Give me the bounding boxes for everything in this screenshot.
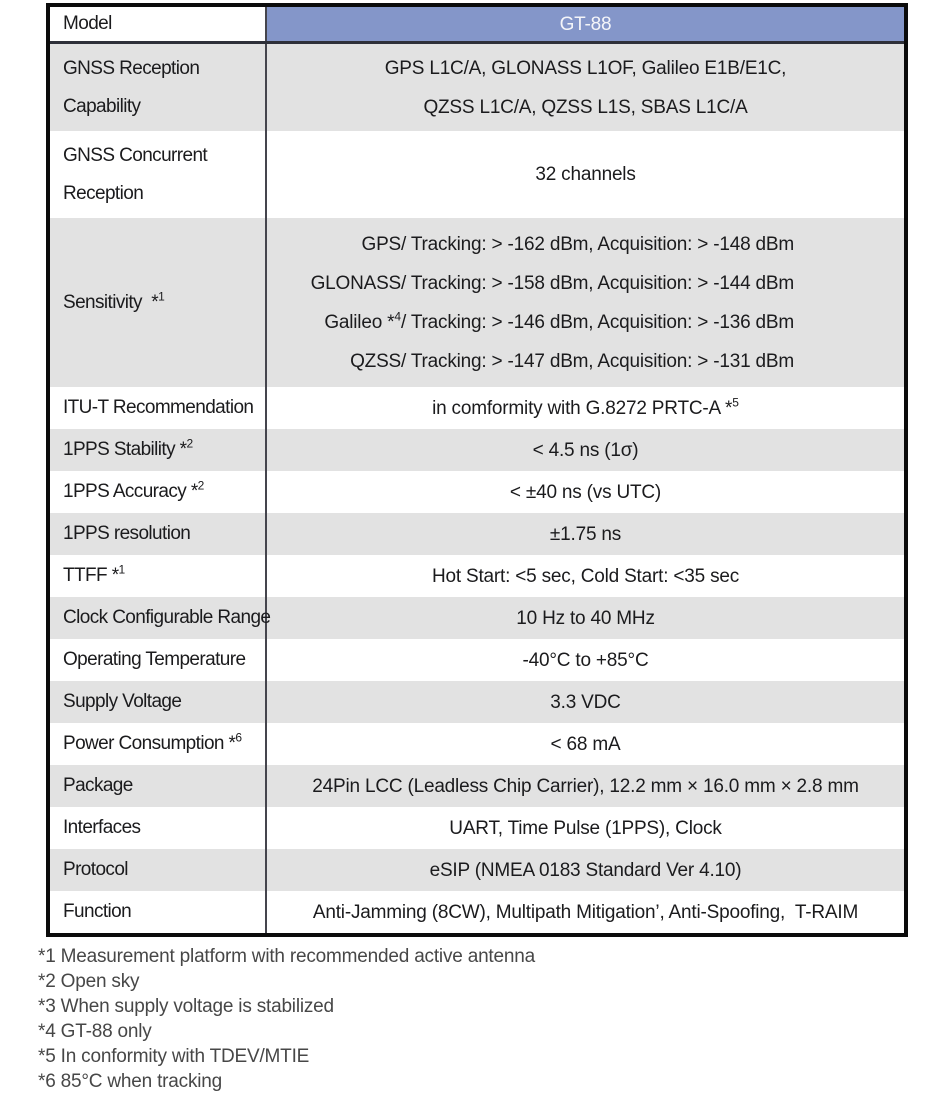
value-line: 32 channels (535, 164, 636, 185)
label-line: Capability (63, 95, 141, 117)
spec-value-cell (267, 891, 904, 933)
value-line: -40°C to +85°C (522, 649, 649, 671)
value-line: Galileo *$^4$/ Tracking: > -146 dBm, Acquisition: > -136 dBm (324, 309, 794, 333)
spec-row (50, 471, 904, 513)
spec-value-cell (267, 44, 904, 131)
footnote-marker: 5 (732, 395, 739, 410)
spec-table (46, 3, 908, 937)
spec-row (50, 723, 904, 765)
spec-value-cell (267, 849, 904, 891)
value-line: 24Pin LCC (Leadless Chip Carrier), 12.2 mm × 16.0 mm × 2.8 mm (312, 775, 859, 797)
spec-row (50, 218, 904, 387)
footnote-line: *2 Open sky (38, 971, 140, 992)
footnote-line: *1 Measurement platform with recommended active antenna (38, 946, 535, 967)
value-line: Hot Start: <5 sec, Cold Start: <35 sec (431, 565, 740, 587)
spec-label-cell (50, 387, 267, 429)
spec-label-cell (50, 807, 267, 849)
table-body (50, 44, 904, 933)
label-line: Sensitivity *$^1$ (63, 289, 165, 313)
footnote-marker: 6 (235, 730, 243, 745)
spec-value-cell (267, 597, 904, 639)
value-line: eSIP (NMEA 0183 Standard Ver 4.10) (429, 859, 742, 881)
footnote-line: *3 When supply voltage is stabilized (38, 996, 334, 1017)
spec-label-cell (50, 597, 271, 639)
spec-value-cell (267, 429, 904, 471)
value-line: in comformity with G.8272 PRTC-A *$^5$ (432, 395, 739, 419)
spec-row (50, 555, 904, 597)
label-line: GNSS Concurrent (63, 144, 208, 166)
value-line: 3.3 VDC (550, 691, 621, 713)
value-line: < 4.5 ns (1σ) (532, 439, 639, 461)
spec-label-cell (50, 891, 267, 933)
footnote-marker: 1 (118, 562, 126, 577)
spec-value-cell (267, 387, 904, 429)
spec-label-cell (50, 681, 267, 723)
value-line: UART, Time Pulse (1PPS), Clock (449, 817, 722, 839)
spec-label-cell (50, 723, 267, 765)
spec-value-cell (267, 723, 904, 765)
spec-row (50, 639, 904, 681)
spec-row (50, 44, 904, 131)
label-line: Clock Configurable Range (63, 607, 271, 628)
spec-label-cell (50, 513, 267, 555)
label-line: Interfaces (63, 817, 141, 838)
label-line: ITU-T Recommendation (63, 397, 254, 418)
footnote-marker: 4 (394, 309, 402, 324)
spec-value-cell (267, 639, 904, 681)
value-line: 10 Hz to 40 MHz (516, 607, 655, 629)
model-value: GT-88 (559, 13, 612, 35)
spec-row (50, 597, 904, 639)
spec-row (50, 891, 904, 933)
value-line: < ±40 ns (vs UTC) (509, 481, 662, 503)
label-line: TTFF *$^1$ (63, 562, 126, 586)
label-line: Power Consumption *$^6$ (63, 730, 243, 754)
spec-row (50, 513, 904, 555)
model-value-cell (267, 7, 904, 41)
value-line: GPS/ Tracking: > -162 dBm, Acquisition: > -148 dBm (361, 233, 794, 255)
label-line: GNSS Reception (63, 57, 200, 79)
spec-label-cell (50, 471, 267, 513)
label-line: Protocol (63, 859, 128, 880)
spec-value-cell (267, 513, 904, 555)
spec-row (50, 681, 904, 723)
spec-row (50, 807, 904, 849)
value-line: QZSS/ Tracking: > -147 dBm, Acquisition: > -131 dBm (350, 350, 794, 372)
spec-value-cell (267, 218, 904, 387)
label-line: 1PPS resolution (63, 523, 191, 544)
footnote-marker: 2 (197, 478, 205, 493)
label-line: 1PPS Accuracy *$^2$ (63, 478, 205, 502)
model-header-cell (50, 7, 267, 41)
value-line: GLONASS/ Tracking: > -158 dBm, Acquisition: > -144 dBm (310, 272, 794, 294)
value-line: GPS L1C/A, GLONASS L1OF, Galileo E1B/E1C, (384, 57, 787, 79)
spec-value-cell (267, 765, 904, 807)
spec-value-cell (267, 555, 904, 597)
spec-value-cell (267, 807, 904, 849)
spec-label-cell (50, 218, 267, 387)
spec-value-cell (267, 471, 904, 513)
value-line: ±1.75 ns (549, 523, 622, 545)
label-line: Function (63, 901, 132, 922)
value-line: QZSS L1C/A, QZSS L1S, SBAS L1C/A (423, 96, 748, 118)
footnotes (38, 944, 535, 1094)
footnote-marker: 1 (158, 289, 165, 304)
spec-value-cell (267, 681, 904, 723)
spec-label-cell (50, 555, 267, 597)
value-line: < 68 mA (550, 733, 621, 755)
spec-label-cell (50, 849, 267, 891)
spec-label-cell (50, 639, 267, 681)
spec-row (50, 429, 904, 471)
footnote-line: *6 85°C when tracking (38, 1071, 223, 1092)
spec-row (50, 765, 904, 807)
spec-label-cell (50, 131, 267, 218)
spec-row (50, 849, 904, 891)
spec-value-cell (267, 131, 904, 218)
model-label: Model (63, 13, 112, 34)
spec-label-cell (50, 44, 267, 131)
label-line: Supply Voltage (63, 691, 182, 712)
label-line: Operating Temperature (63, 649, 246, 670)
label-line: Reception (63, 182, 144, 204)
spec-label-cell (50, 765, 267, 807)
footnote-line: *5 In conformity with TDEV/MTIE (38, 1046, 310, 1067)
spec-label-cell (50, 429, 267, 471)
footnote-marker: 2 (186, 436, 194, 451)
spec-row (50, 387, 904, 429)
table-header-row (50, 7, 904, 44)
footnote-line: *4 GT-88 only (38, 1021, 152, 1042)
label-line: 1PPS Stability *$^2$ (63, 436, 194, 460)
spec-row (50, 131, 904, 218)
value-line: Anti-Jamming (8CW), Multipath Mitigation’, Anti-Spoofing, T-RAIM (312, 901, 859, 923)
label-line: Package (63, 775, 133, 796)
